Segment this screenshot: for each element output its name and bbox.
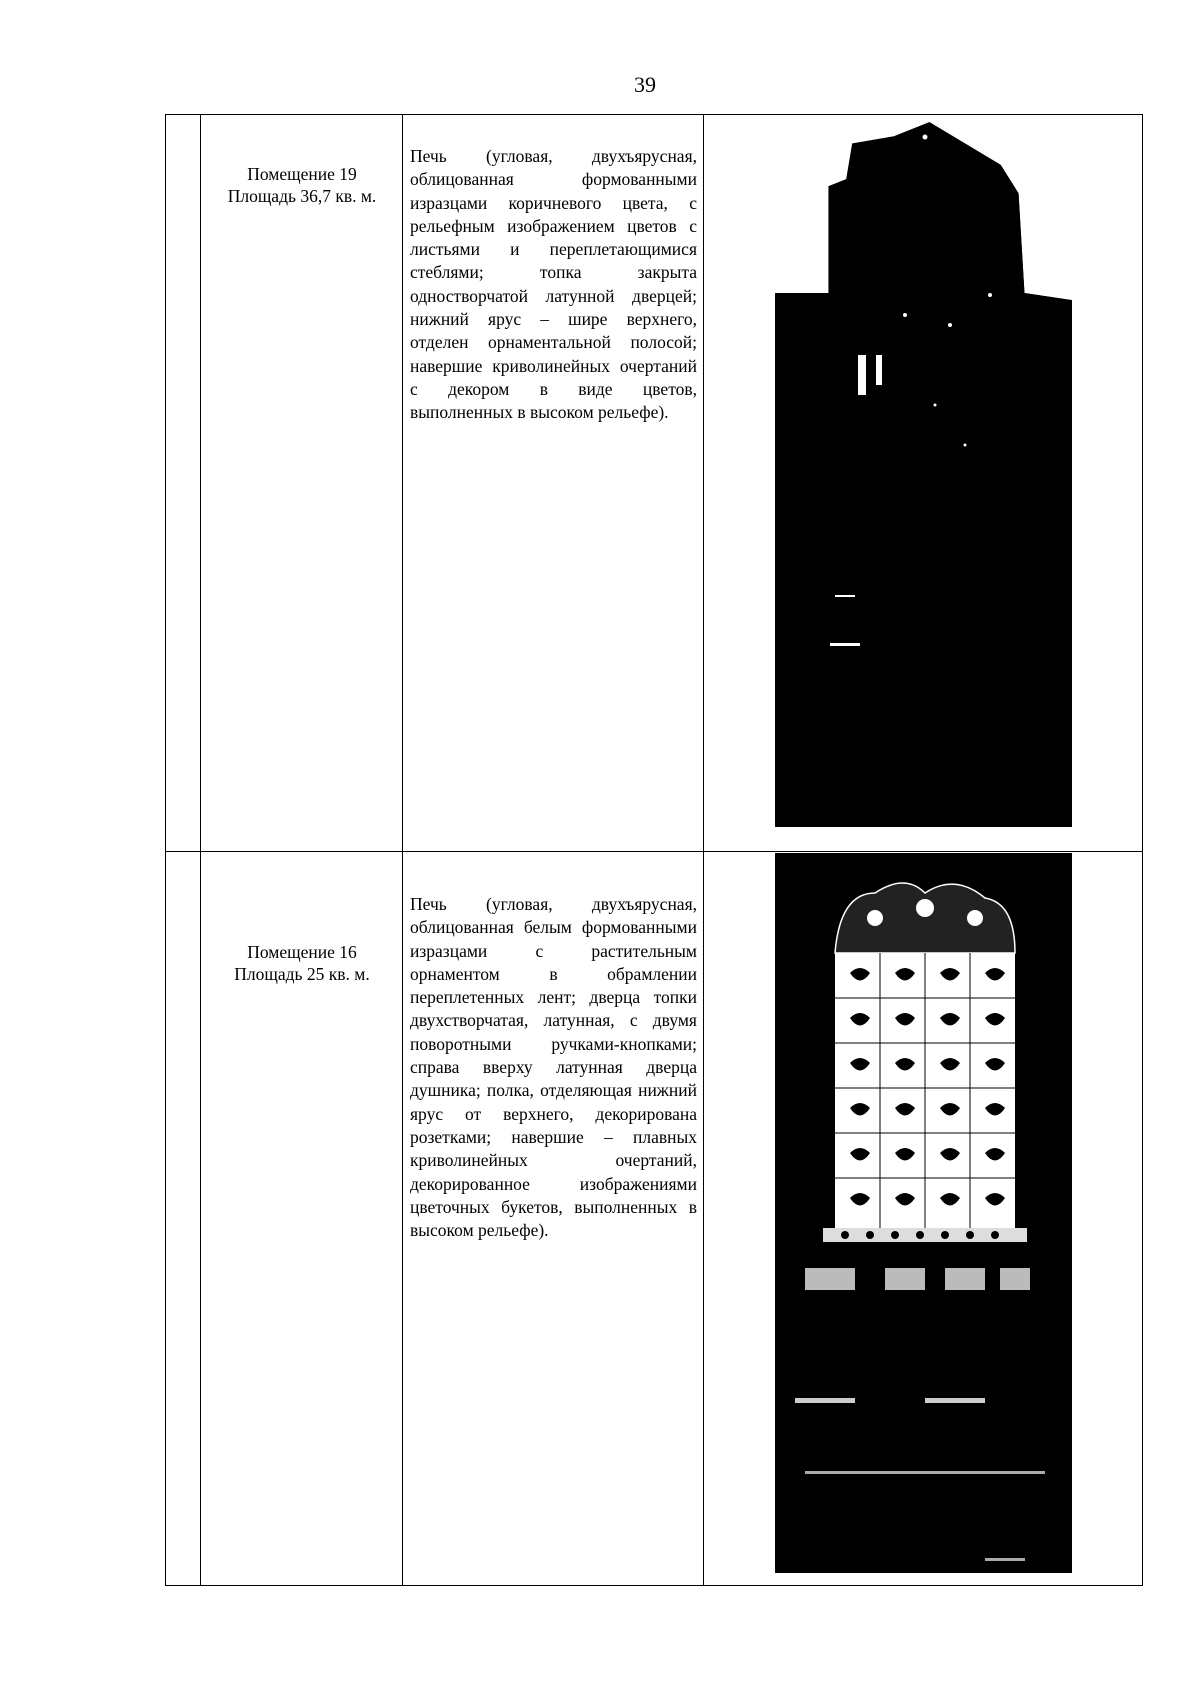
stove-description: Печь (угловая, двухъярусная, облицованная белым формованными изразцами с растительным орнаментом в обрамлении переплетенных лент; дверца топки двухстворчатая, латунная, с двумя поворотными ручками-кнопками; справа вверху латунная дверца душника; полка, отделяющая нижний ярус от верхнего, декорирована розетками; навершие – плавных криволинейных очертаний, декорированное изображениями цветочных букетов, выполненных в высоком рельефе). bbox=[410, 894, 697, 1241]
room-area: Площадь 36,7 кв. м. bbox=[227, 186, 377, 206]
room-name: Помещение 19 bbox=[247, 164, 357, 184]
stove-photo-image bbox=[775, 853, 1072, 1573]
table-divider bbox=[200, 115, 201, 1585]
room-cell bbox=[204, 941, 400, 985]
stove-photo bbox=[775, 853, 1072, 1573]
room-area: Площадь 25 кв. м. bbox=[234, 964, 370, 984]
table-divider bbox=[703, 115, 704, 1585]
page-number: 39 bbox=[634, 72, 656, 97]
row-separator bbox=[166, 851, 1142, 852]
stove-photo bbox=[775, 115, 1072, 827]
stove-description: Печь (угловая, двухъярусная, облицованная формованными изразцами коричневого цвета, с рельефным изображением цветов с листьями и переплетающимися стеблями; топка закрыта одностворчатой латунной дверцей; нижний ярус – шире верхнего, отделен орнаментальной полосой; навершие криволинейных очертаний с декором в виде цветов, выполненных в высоком рельефе). bbox=[410, 146, 697, 423]
room-cell bbox=[204, 163, 400, 207]
room-name: Помещение 16 bbox=[247, 942, 357, 962]
stove-photo-image bbox=[775, 115, 1072, 827]
monument-table bbox=[165, 114, 1143, 1586]
table-divider bbox=[402, 115, 403, 1585]
